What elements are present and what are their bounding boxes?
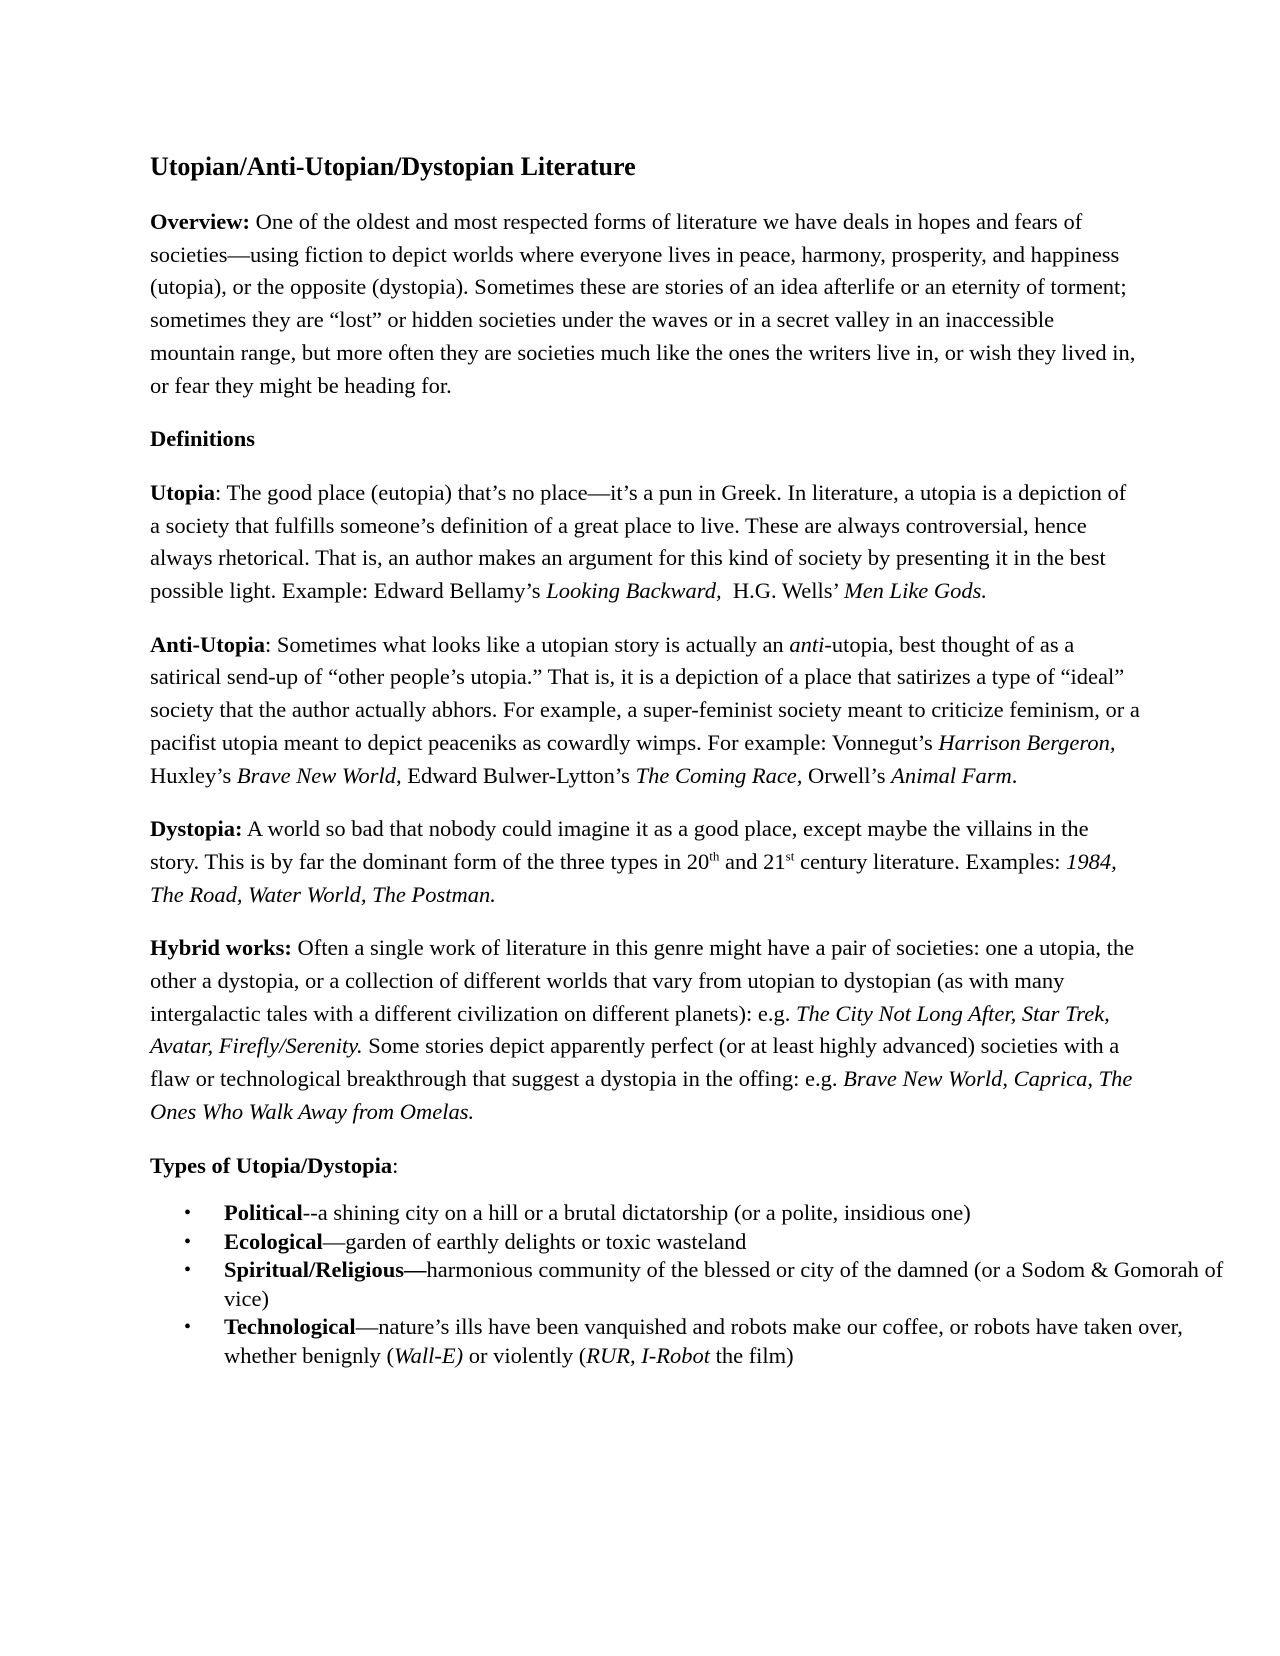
anti-utopia-title-coming-race: The Coming Race,: [635, 762, 803, 788]
dystopia-titles: 1984, The Road, Water World, The Postman.: [150, 848, 1117, 907]
dystopia-sup-st: st: [785, 848, 795, 864]
list-item: [150, 1199, 1224, 1228]
anti-utopia-text-4: , Edward Bulwer-Lytton’s: [396, 762, 636, 788]
overview-paragraph: [150, 206, 1140, 402]
dystopia-text-3: century literature. Examples:: [794, 848, 1067, 874]
types-list: [150, 1199, 1224, 1370]
list-item-text-3: the film): [709, 1342, 794, 1368]
anti-utopia-title-brave-new-world: Brave New World: [236, 762, 397, 788]
hybrid-text-2: Some stories depict apparently perfect (or at least highly advanced) societies with a flaw or technological breakthrough that suggest a dystopia in the offing: e.g.: [150, 1033, 1120, 1092]
anti-utopia-paragraph: [150, 629, 1140, 793]
page-title: Utopian/Anti-Utopian/Dystopian Literature: [150, 152, 636, 181]
list-item-label: Spiritual/Religious—: [224, 1257, 427, 1283]
bullet-icon: •: [184, 1202, 192, 1225]
hybrid-paragraph: [150, 932, 1140, 1128]
anti-utopia-text-2: -utopia, best thought of as a satirical send-up of “other people’s utopia.” That is, it is a depiction of a place that satirizes a type of “ideal” society that the author actually abhors. For example, a super-feminist society meant to criticize feminism, or a pacifist utopia meant to depict peaceniks as cowardly wimps. For example: Vonnegut’s: [150, 631, 1140, 755]
utopia-paragraph: [150, 477, 1140, 608]
list-item-title-wall-e: Wall-E): [393, 1342, 464, 1368]
types-heading-colon: :: [392, 1152, 399, 1178]
bullet-icon: •: [184, 1230, 192, 1253]
anti-utopia-label: Anti-Utopia: [150, 631, 266, 657]
overview-text: One of the oldest and most respected forms of literature we have deals in hopes and fears of societies—using fiction to depict worlds where everyone lives in peace, harmony, prosperity, and happiness (utopia), or the opposite (dystopia). Sometimes these are stories of an idea afterlife or an eternity of torment; sometimes they are “lost” or hidden societies under the waves or in a secret valley in an inaccessible mountain range, but more often they are societies much like the ones the writers live in, or wish they lived in, or fear they might be heading for.: [150, 209, 1136, 398]
list-item-text: —garden of earthly delights or toxic wasteland: [322, 1228, 747, 1254]
utopia-title-men-like-gods: Men Like Gods.: [843, 578, 988, 604]
anti-utopia-title-animal-farm: Animal Farm: [891, 762, 1012, 788]
utopia-text: : The good place (eutopia) that’s no place—it’s a pun in Greek. In literature, a utopia is a depiction of a society that fulfills someone’s definition of a great place to live. These are always controversial, hence always rhetorical. That is, an author makes an argument for this kind of society by presenting it in the best possible light. Example: Edward Bellamy’s: [150, 479, 1127, 604]
bullet-icon: •: [184, 1259, 192, 1282]
dystopia-sup-th: th: [709, 848, 720, 864]
anti-utopia-text-6: .: [1011, 762, 1018, 788]
dystopia-paragraph: [150, 813, 1140, 911]
utopia-text-2: H.G. Wells’: [721, 578, 844, 604]
anti-utopia-text-5: Orwell’s: [802, 762, 892, 788]
list-item-text: harmonious community of the blessed or city of the damned (or a Sodom & Gomorah of vice): [224, 1257, 1224, 1311]
hybrid-titles-2: Brave New World, Caprica, The Ones Who Walk Away from Omelas.: [150, 1066, 1133, 1124]
list-item: [150, 1256, 1224, 1313]
types-heading-paragraph: [150, 1150, 1140, 1183]
overview-label: Overview:: [150, 209, 250, 234]
dystopia-text: A world so bad that nobody could imagine it as a good place, except maybe the villains in the story. This is by far the dominant form of the three types in 20: [150, 816, 1089, 874]
dystopia-label: Dystopia:: [150, 816, 243, 842]
anti-utopia-anti-word: anti: [789, 631, 825, 657]
utopia-label: Utopia: [150, 479, 216, 505]
anti-utopia-text: : Sometimes what looks like a utopian story is actually an: [265, 631, 790, 657]
list-item-text: --a shining city on a hill or a brutal dictatorship (or a polite, insidious one): [302, 1200, 971, 1226]
list-item: [150, 1228, 1224, 1257]
list-item-label: Political: [224, 1200, 303, 1226]
types-heading: Types of Utopia/Dystopia: [150, 1152, 393, 1178]
anti-utopia-text-3: Huxley’s: [150, 762, 237, 788]
hybrid-titles: The City Not Long After, Star Trek, Avatar, Firefly/Serenity.: [150, 1000, 1110, 1059]
list-item-title-rur: RUR, I-Robot: [586, 1342, 710, 1368]
utopia-title-looking-backward: Looking Backward,: [546, 578, 722, 604]
list-item-label: Technological: [224, 1314, 356, 1340]
bullet-icon: •: [184, 1316, 192, 1339]
anti-utopia-title-harrison-bergeron: Harrison Bergeron,: [938, 729, 1116, 755]
list-item-text: —nature’s ills have been vanquished and robots make our coffee, or robots have taken over, whether benignly (: [224, 1314, 1183, 1368]
list-item: [150, 1313, 1224, 1370]
dystopia-text-2: and 21: [719, 848, 786, 874]
definitions-heading: Definitions: [150, 426, 256, 452]
list-item-label: Ecological: [224, 1228, 323, 1254]
hybrid-label: Hybrid works:: [150, 935, 292, 961]
list-item-text-2: or violently (: [463, 1342, 587, 1368]
hybrid-text: Often a single work of literature in this genre might have a pair of societies: one a utopia, the other a dystopia, or a collection of different worlds that vary from utopian to dystopian (as with many intergalactic tales with a different civilization on different planets): e.g.: [150, 935, 1135, 1026]
